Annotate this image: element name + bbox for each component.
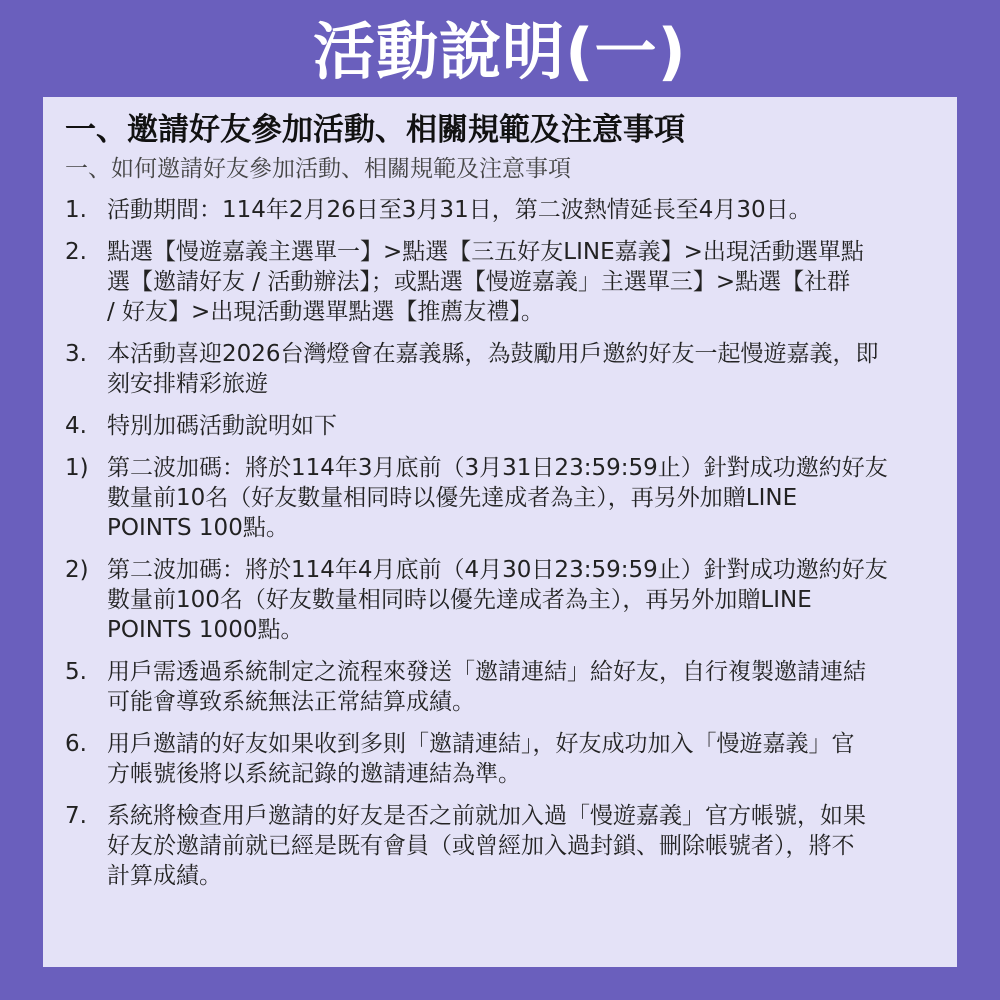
rule-text-line: 點選【慢遊嘉義主選單一】>點選【三五好友LINE嘉義】>出現活動選單點 (107, 239, 864, 265)
rule-text-line: 用戶邀請的好友如果收到多則「邀請連結」，好友成功加入「慢遊嘉義」官 (107, 731, 855, 757)
rule-number: 7. (65, 803, 87, 829)
rule-text-line: POINTS 100點。 (107, 515, 289, 541)
rule-item (65, 555, 939, 645)
rule-text-line: 活動期間：114年2月26日至3月31日，第二波熱情延長至4月30日。 (107, 197, 812, 223)
rule-item (65, 453, 939, 543)
rule-text-line: 計算成績。 (107, 863, 222, 889)
rule-text-line: 刻安排精彩旅遊 (107, 371, 268, 397)
rule-number: 4. (65, 413, 87, 439)
rule-item (65, 237, 939, 327)
rule-text (107, 411, 939, 441)
rule-item (65, 411, 939, 441)
rule-text-line: 選【邀請好友 / 活動辦法】；或點選【慢遊嘉義」主選單三】>點選【社群 (107, 269, 851, 295)
rule-item (65, 339, 939, 399)
rule-text (107, 729, 939, 789)
rule-item (65, 657, 939, 717)
rule-item (65, 801, 939, 891)
rule-text-line: 第二波加碼：將於114年4月底前（4月30日23:59:59止）針對成功邀約好友 (107, 557, 888, 583)
rule-number: 6. (65, 731, 87, 757)
content-card (43, 97, 957, 967)
rule-text (107, 195, 939, 225)
rule-text-line: 用戶需透過系統制定之流程來發送「邀請連結」給好友，自行複製邀請連結 (107, 659, 866, 685)
rule-number: 3. (65, 341, 87, 367)
intro-line: 一、如何邀請好友參加活動、相關規範及注意事項 (65, 156, 571, 182)
rule-number: 2. (65, 239, 87, 265)
rule-text-line: 特別加碼活動說明如下 (107, 413, 337, 439)
rules-list (65, 195, 939, 891)
rule-text-line: / 好友】>出現活動選單點選【推薦友禮】。 (107, 299, 544, 325)
rule-number: 1. (65, 197, 87, 223)
rule-text-line: 系統將檢查用戶邀請的好友是否之前就加入過「慢遊嘉義」官方帳號，如果 (107, 803, 866, 829)
rule-number: 5. (65, 659, 87, 685)
rule-item (65, 729, 939, 789)
rule-text (107, 657, 939, 717)
rule-text-line: 數量前10名（好友數量相同時以優先達成者為主），再另外加贈LINE (107, 485, 798, 511)
rule-text (107, 237, 939, 327)
section-heading: 一、邀請好友參加活動、相關規範及注意事項 (65, 112, 685, 148)
rule-text (107, 339, 939, 399)
rule-number: 2) (65, 557, 89, 583)
rule-text-line: 可能會導致系統無法正常結算成績。 (107, 689, 475, 715)
rule-number: 1) (65, 455, 89, 481)
rule-text-line: 數量前100名（好友數量相同時以優先達成者為主），再另外加贈LINE (107, 587, 812, 613)
page-title: 活動說明(一) (313, 15, 687, 88)
rule-text-line: POINTS 1000點。 (107, 617, 304, 643)
rule-text-line: 方帳號後將以系統記錄的邀請連結為準。 (107, 761, 521, 787)
rule-item (65, 195, 939, 225)
rule-text (107, 453, 939, 543)
rule-text-line: 本活動喜迎2026台灣燈會在嘉義縣，為鼓勵用戶邀約好友一起慢遊嘉義，即 (107, 341, 879, 367)
rule-text (107, 555, 939, 645)
rule-text-line: 好友於邀請前就已經是既有會員（或曾經加入過封鎖、刪除帳號者），將不 (107, 833, 855, 859)
rule-text-line: 第二波加碼：將於114年3月底前（3月31日23:59:59止）針對成功邀約好友 (107, 455, 888, 481)
rule-text (107, 801, 939, 891)
